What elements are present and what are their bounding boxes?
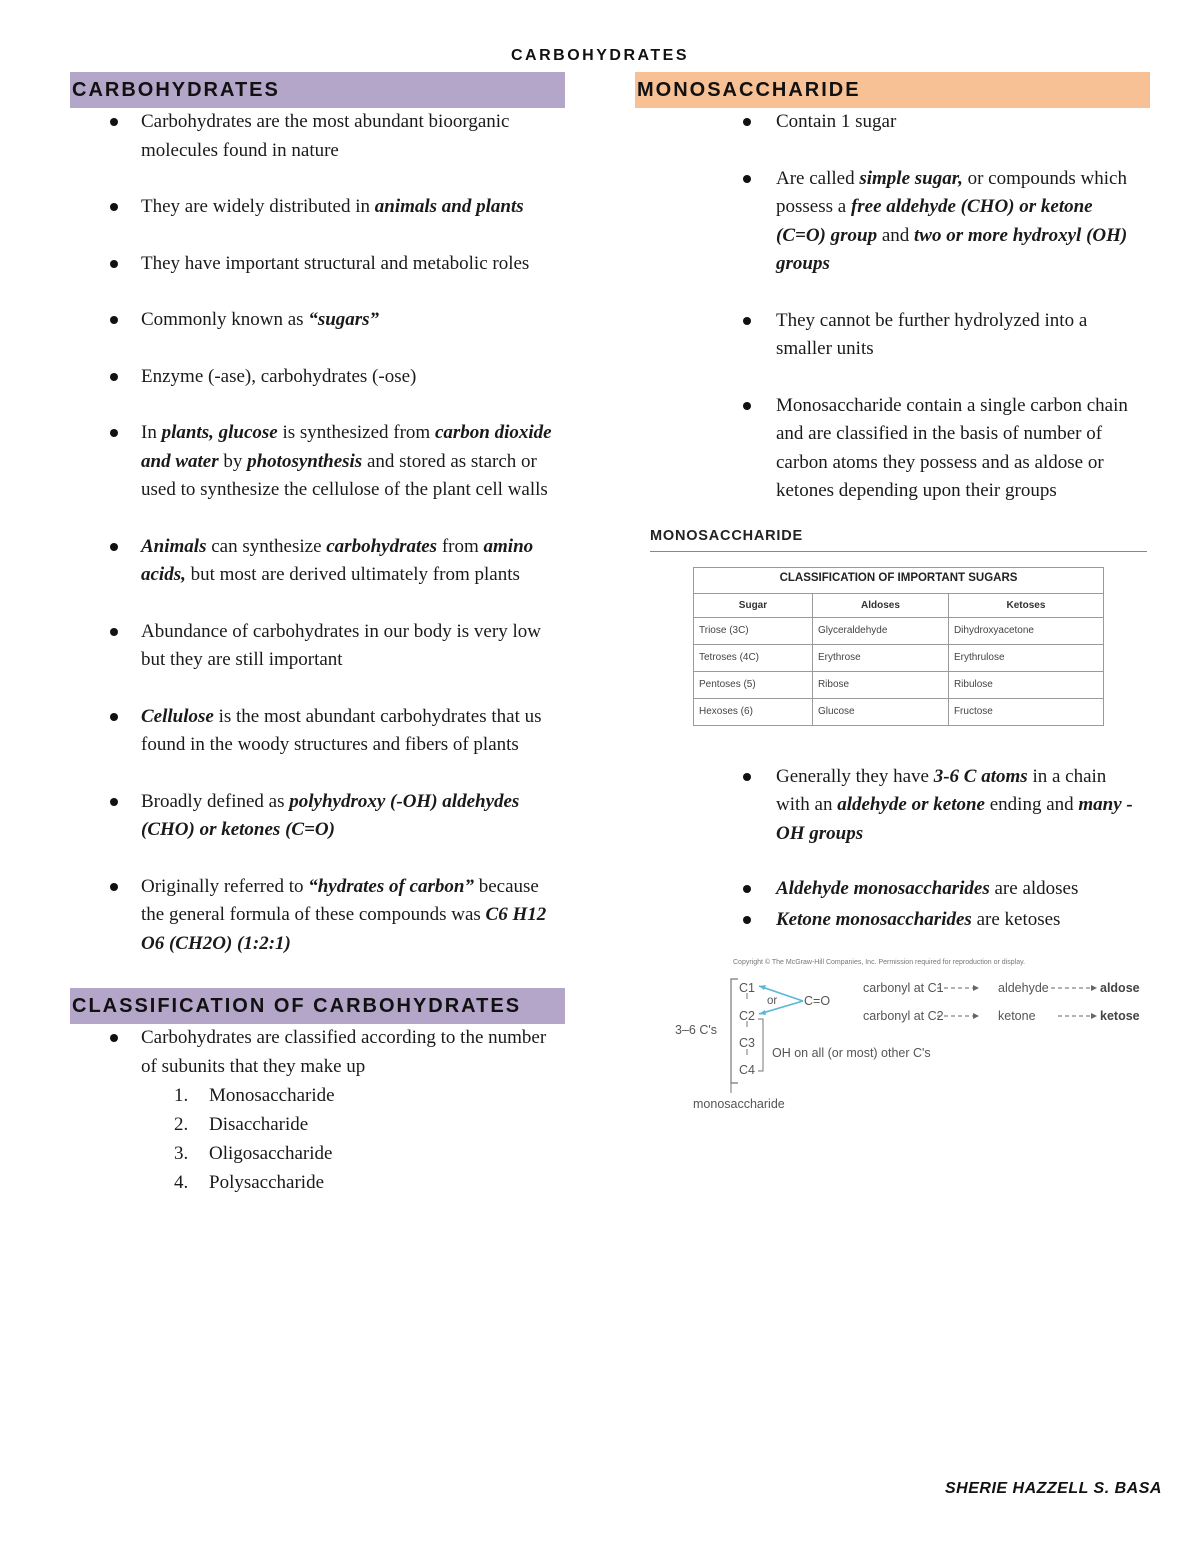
monosaccharide-diagram xyxy=(655,959,1140,1129)
text-run: In xyxy=(141,422,162,443)
emphasis-text: amino acids, xyxy=(141,535,534,585)
table-cell: Ribose xyxy=(812,671,948,698)
list-item: Carbohydrates are classified according to the number of subunits that they make up xyxy=(70,1024,565,1081)
chain-length-label: 3–6 C's xyxy=(675,1023,717,1037)
emphasis-text: carbohydrates xyxy=(326,535,438,557)
text-run: ending and xyxy=(984,794,1079,815)
emphasis-text: Ketone monosaccharides xyxy=(776,908,972,930)
text-run: are aldoses xyxy=(989,878,1079,899)
list-item xyxy=(70,873,565,959)
list-item xyxy=(635,875,1150,904)
ketone-label: ketone xyxy=(998,1009,1036,1023)
left-column xyxy=(70,72,565,1197)
list-item xyxy=(70,533,565,590)
numbered-item xyxy=(174,1081,565,1110)
emphasis-text: many -OH groups xyxy=(776,794,1133,844)
list-item xyxy=(70,363,565,392)
text-run: are ketoses xyxy=(971,908,1061,930)
text-run: and xyxy=(877,224,915,246)
table-header-cell: Aldoses xyxy=(812,593,948,617)
table-cell: Triose (3C) xyxy=(694,617,813,644)
item-label: Polysaccharide xyxy=(209,1172,325,1193)
text-run: Broadly defined as xyxy=(141,790,290,812)
monosaccharide-caption: monosaccharide xyxy=(693,1097,785,1111)
oh-label: OH on all (or most) other C's xyxy=(772,1046,931,1060)
table-cell: Ribulose xyxy=(948,671,1103,698)
emphasis-text: carbon dioxide and water xyxy=(141,422,552,472)
table-row xyxy=(694,644,1104,671)
text-run: Originally referred to xyxy=(141,875,309,897)
text-run: by xyxy=(218,450,248,472)
item-number: 1. xyxy=(174,1085,189,1106)
list-item xyxy=(70,250,565,279)
list-item xyxy=(70,703,565,760)
text-run: Generally they have xyxy=(776,765,934,787)
table-cell: Glucose xyxy=(812,698,948,725)
classification-header: CLASSIFICATION OF CARBOHYDRATES xyxy=(70,988,565,1024)
list-item xyxy=(70,419,565,505)
author-signature: SHERIE HAZZELL S. BASA xyxy=(945,1480,1162,1497)
table-cell: Pentoses (5) xyxy=(694,671,813,698)
aldose-label: aldose xyxy=(1100,981,1140,995)
text-run: Carbohydrates are the most abundant bioorganic molecules found in nature xyxy=(141,111,510,161)
emphasis-text: animals and plants xyxy=(374,196,524,217)
list-item xyxy=(635,165,1150,279)
table-cell: Dihydroxyacetone xyxy=(948,617,1103,644)
text-run: They have important structural and metabolic roles xyxy=(141,252,530,274)
item-label: Disaccharide xyxy=(209,1114,309,1135)
emphasis-text: free aldehyde (CHO) or ketone (C=O) group xyxy=(776,196,1093,246)
list-item xyxy=(635,763,1150,849)
sugar-classification-table xyxy=(693,567,1104,726)
carbonyl-label: C=O xyxy=(804,994,831,1008)
item-number: 3. xyxy=(174,1143,189,1164)
emphasis-text: aldehyde or ketone xyxy=(837,794,985,815)
emphasis-text: simple sugar, xyxy=(859,167,963,189)
emphasis-text: Aldehyde monosaccharides xyxy=(776,878,990,899)
emphasis-text: C6 H12 O6 (CH2O) (1:2:1) xyxy=(141,904,547,954)
table-cell: Fructose xyxy=(948,698,1103,725)
aldehyde-label: aldehyde xyxy=(998,981,1049,995)
emphasis-text: Animals xyxy=(141,535,207,557)
emphasis-text: “hydrates of carbon” xyxy=(308,875,474,897)
carbon-c3-label: C3 xyxy=(739,1036,755,1050)
emphasis-text: two or more hydroxyl (OH) groups xyxy=(776,224,1128,274)
classification-numbered-list xyxy=(174,1081,565,1197)
table-caption: CLASSIFICATION OF IMPORTANT SUGARS xyxy=(693,567,1104,593)
item-number: 4. xyxy=(174,1172,189,1193)
right-column xyxy=(635,72,1150,1129)
table-row xyxy=(694,617,1104,644)
item-label: Monosaccharide xyxy=(209,1085,335,1106)
text-run: Abundance of carbohydrates in our body is very low but they are still important xyxy=(141,620,541,670)
carbon-c2-label: C2 xyxy=(739,1009,755,1023)
emphasis-text: plants, glucose xyxy=(161,422,278,443)
table-cell: Erythrose xyxy=(812,644,948,671)
emphasis-text: 3-6 C atoms xyxy=(933,765,1028,787)
numbered-item xyxy=(174,1110,565,1139)
text-run: Enzyme (-ase), carbohydrates (-ose) xyxy=(141,365,417,387)
text-run: Contain 1 sugar xyxy=(776,111,897,132)
ketose-label: ketose xyxy=(1100,1009,1140,1023)
table-header-cell: Sugar xyxy=(694,593,813,617)
emphasis-text: photosynthesis xyxy=(247,450,363,472)
carbonyl-c2-text: carbonyl at C2 xyxy=(863,1009,944,1023)
list-item xyxy=(635,108,1150,137)
text-run: from xyxy=(437,535,484,557)
emphasis-text: “sugars” xyxy=(308,309,380,330)
monosaccharide-figure-heading: MONOSACCHARIDE xyxy=(650,528,1147,552)
table-row xyxy=(694,671,1104,698)
emphasis-text: Cellulose xyxy=(141,705,214,727)
text-run: because the general formula of these compounds was xyxy=(141,875,539,925)
item-label: Oligosaccharide xyxy=(209,1143,333,1164)
numbered-item xyxy=(174,1168,565,1197)
carbohydrates-header: CARBOHYDRATES xyxy=(70,72,565,108)
carbon-c1-label: C1 xyxy=(739,981,755,995)
list-item xyxy=(70,618,565,675)
item-number: 2. xyxy=(174,1114,189,1135)
table-header-cell: Ketoses xyxy=(948,593,1103,617)
text-run: Commonly known as xyxy=(141,309,309,330)
carbon-atoms-bullet-list xyxy=(635,763,1150,849)
carbonyl-c1-text: carbonyl at C1 xyxy=(863,981,944,995)
list-item xyxy=(635,307,1150,364)
numbered-item xyxy=(174,1139,565,1168)
list-item xyxy=(70,306,565,335)
list-item xyxy=(70,788,565,845)
aldose-ketose-bullet-list xyxy=(635,875,1150,934)
list-item xyxy=(635,392,1150,506)
table-cell: Glyceraldehyde xyxy=(812,617,948,644)
classification-bullet-list xyxy=(70,1024,565,1081)
list-item xyxy=(635,906,1150,935)
text-run: or compounds which possess a xyxy=(776,167,1127,217)
table-cell: Tetroses (4C) xyxy=(694,644,813,671)
page-title: CARBOHYDRATES xyxy=(511,47,689,64)
text-run: is synthesized from xyxy=(277,422,435,443)
monosaccharide-bullet-list xyxy=(635,108,1150,506)
text-run: They are widely distributed in xyxy=(141,196,375,217)
list-item xyxy=(70,193,565,222)
or-label: or xyxy=(767,995,778,1007)
text-run: can synthesize xyxy=(206,535,327,557)
text-run: and stored as starch or used to synthesize the cellulose of the plant cell walls xyxy=(141,450,548,500)
monosaccharide-header: MONOSACCHARIDE xyxy=(635,72,1150,108)
text-run: Are called xyxy=(776,167,860,189)
table-cell: Hexoses (6) xyxy=(694,698,813,725)
emphasis-text: polyhydroxy (-OH) aldehydes (CHO) or ketones (C=O) xyxy=(141,790,520,840)
table-row xyxy=(694,698,1104,725)
text-run: in a chain with an xyxy=(776,765,1107,815)
copyright-notice: Copyright © The McGraw-Hill Companies, Inc. Permission required for reproduction or display. xyxy=(733,959,1026,966)
carbon-c4-label: C4 xyxy=(739,1063,755,1077)
text-run: Monosaccharide contain a single carbon chain and are classified in the basis of number of carbon atoms they possess and as aldose or ketones depending upon their groups xyxy=(776,394,1128,501)
text-run: but most are derived ultimately from plants xyxy=(185,564,520,585)
list-item xyxy=(70,108,565,165)
carbohydrates-bullet-list xyxy=(70,108,565,958)
text-run: They cannot be further hydrolyzed into a smaller units xyxy=(776,309,1088,359)
text-run: is the most abundant carbohydrates that us found in the woody structures and fibers of plants xyxy=(141,705,542,755)
table-cell: Erythrulose xyxy=(948,644,1103,671)
